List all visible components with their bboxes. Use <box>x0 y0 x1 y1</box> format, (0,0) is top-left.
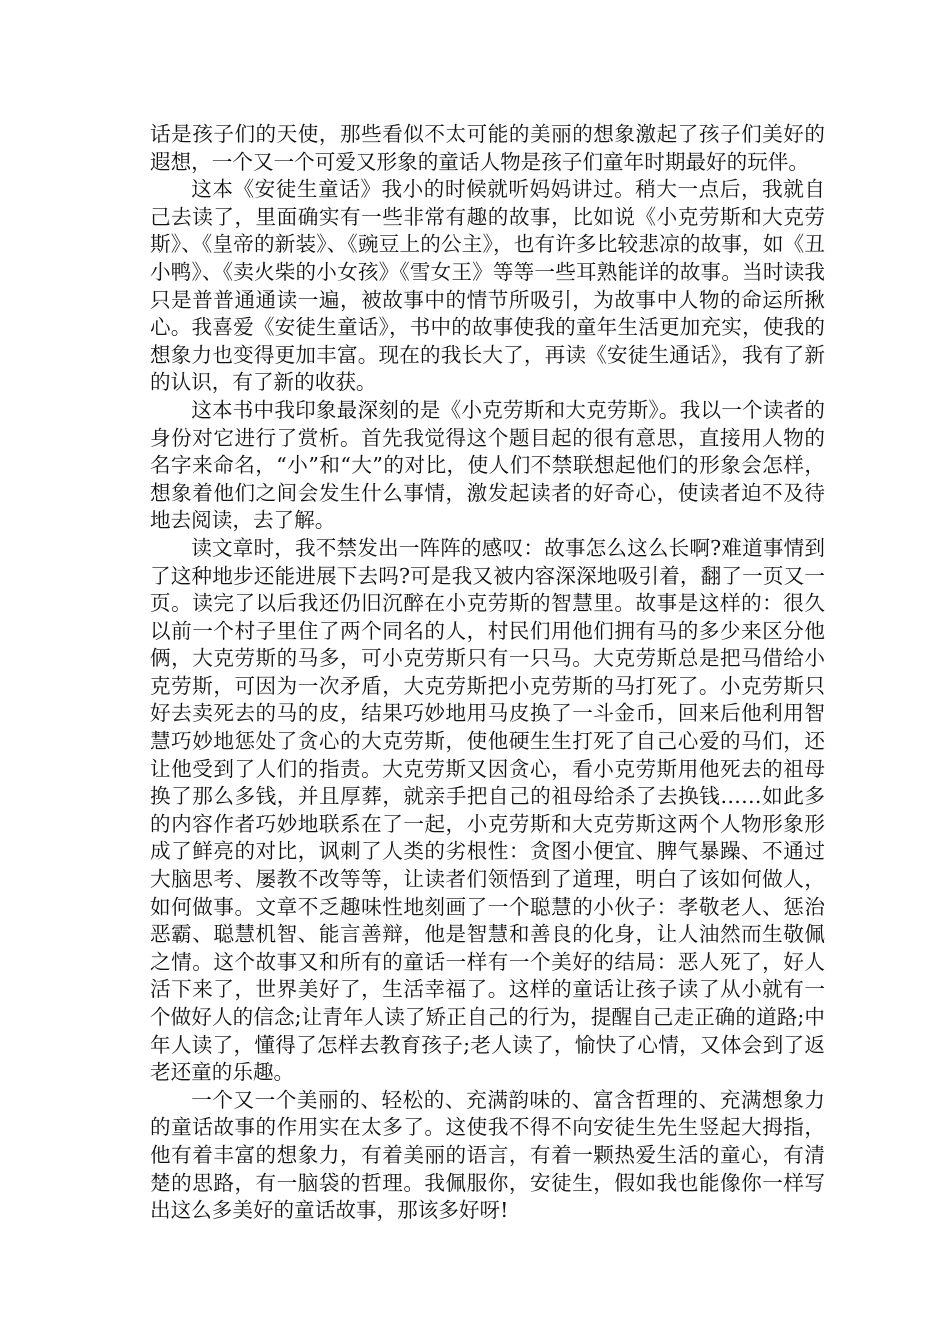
paragraph-5: 一个又一个美丽的、轻松的、充满韵味的、富含哲理的、充满想象力的童话故事的作用实在太多了。这使我不得不向安徒生先生竖起大拇指，他有着丰富的想象力，有着美丽的语言，有着一颗热爱生活的童心，有清楚的思路，有一脑袋的哲理。我佩服你，安徒生，假如我也能像你一样写出这么多美好的童话故事，那该多好呀! <box>150 1087 825 1223</box>
paragraph-4: 读文章时，我不禁发出一阵阵的感叹：故事怎么这么长啊?难道事情到了这种地步还能进展下去吗?可是我又被内容深深地吸引着，翻了一页又一页。读完了以后我还仍旧沉醉在小克劳斯的智慧里。故事是这样的：很久以前一个村子里住了两个同名的人，村民们用他们拥有马的多少来区分他俩，大克劳斯的马多，可小克劳斯只有一只马。大克劳斯总是把马借给小克劳斯，可因为一次矛盾，大克劳斯把小克劳斯的马打死了。小克劳斯只好去卖死去的马的皮，结果巧妙地用马皮换了一斗金币，回来后他利用智慧巧妙地惩处了贪心的大克劳斯，使他硬生生打死了自己心爱的马们，还让他受到了人们的指责。大克劳斯又因贪心，看小克劳斯用他死去的祖母换了那么多钱，并且厚葬，就亲手把自己的祖母给杀了去换钱……如此多的内容作者巧妙地联系在了一起，小克劳斯和大克劳斯这两个人物形象形成了鲜亮的对比，讽刺了人类的劣根性：贪图小便宜、脾气暴躁、不通过大脑思考、屡教不改等等，让读者们领悟到了道理，明白了该如何做人，如何做事。文章不乏趣味性地刻画了一个聪慧的小伙子：孝敬老人、惩治恶霸、聪慧机智、能言善辩，他是智慧和善良的化身，让人油然而生敬佩之情。这个故事又和所有的童话一样有一个美好的结局：恶人死了，好人活下来了，世界美好了，生活幸福了。这样的童话让孩子读了从小就有一个做好人的信念;让青年人读了矫正自己的行为，提醒自己走正确的道路;中年人读了，懂得了怎样去教育孩子;老人读了，愉快了心情，又体会到了返老还童的乐趣。 <box>150 535 825 1085</box>
paragraph-1: 话是孩子们的天使，那些看似不太可能的美丽的想象激起了孩子们美好的遐想，一个又一个可爱又形象的童话人物是孩子们童年时期最好的玩伴。 <box>150 122 825 174</box>
paragraph-2: 这本《安徒生童话》我小的时候就听妈妈讲过。稍大一点后，我就自己去读了，里面确实有一些非常有趣的故事，比如说《小克劳斯和大克劳斯》、《皇帝的新装》、《豌豆上的公主》，也有许多比较悲凉的故事，如《丑小鸭》、《卖火柴的小女孩》《雪女王》等等一些耳熟能详的故事。当时读我只是普普通通读一遍，被故事中的情节所吸引，为故事中人物的命运所揪心。我喜爱《安徒生童话》，书中的故事使我的童年生活更加充实，使我的想象力也变得更加丰富。现在的我长大了，再读《安徒生通话》，我有了新的认识，有了新的收获。 <box>150 177 825 395</box>
document-body <box>150 121 825 1225</box>
paragraph-3: 这本书中我印象最深刻的是《小克劳斯和大克劳斯》。我以一个读者的身份对它进行了赏析。首先我觉得这个题目起的很有意思，直接用人物的名字来命名，“小”和“大”的对比，使人们不禁联想起他们的形象会怎样，想象着他们之间会发生什么事情，激发起读者的好奇心，使读者迫不及待地去阅读，去了解。 <box>150 397 825 533</box>
